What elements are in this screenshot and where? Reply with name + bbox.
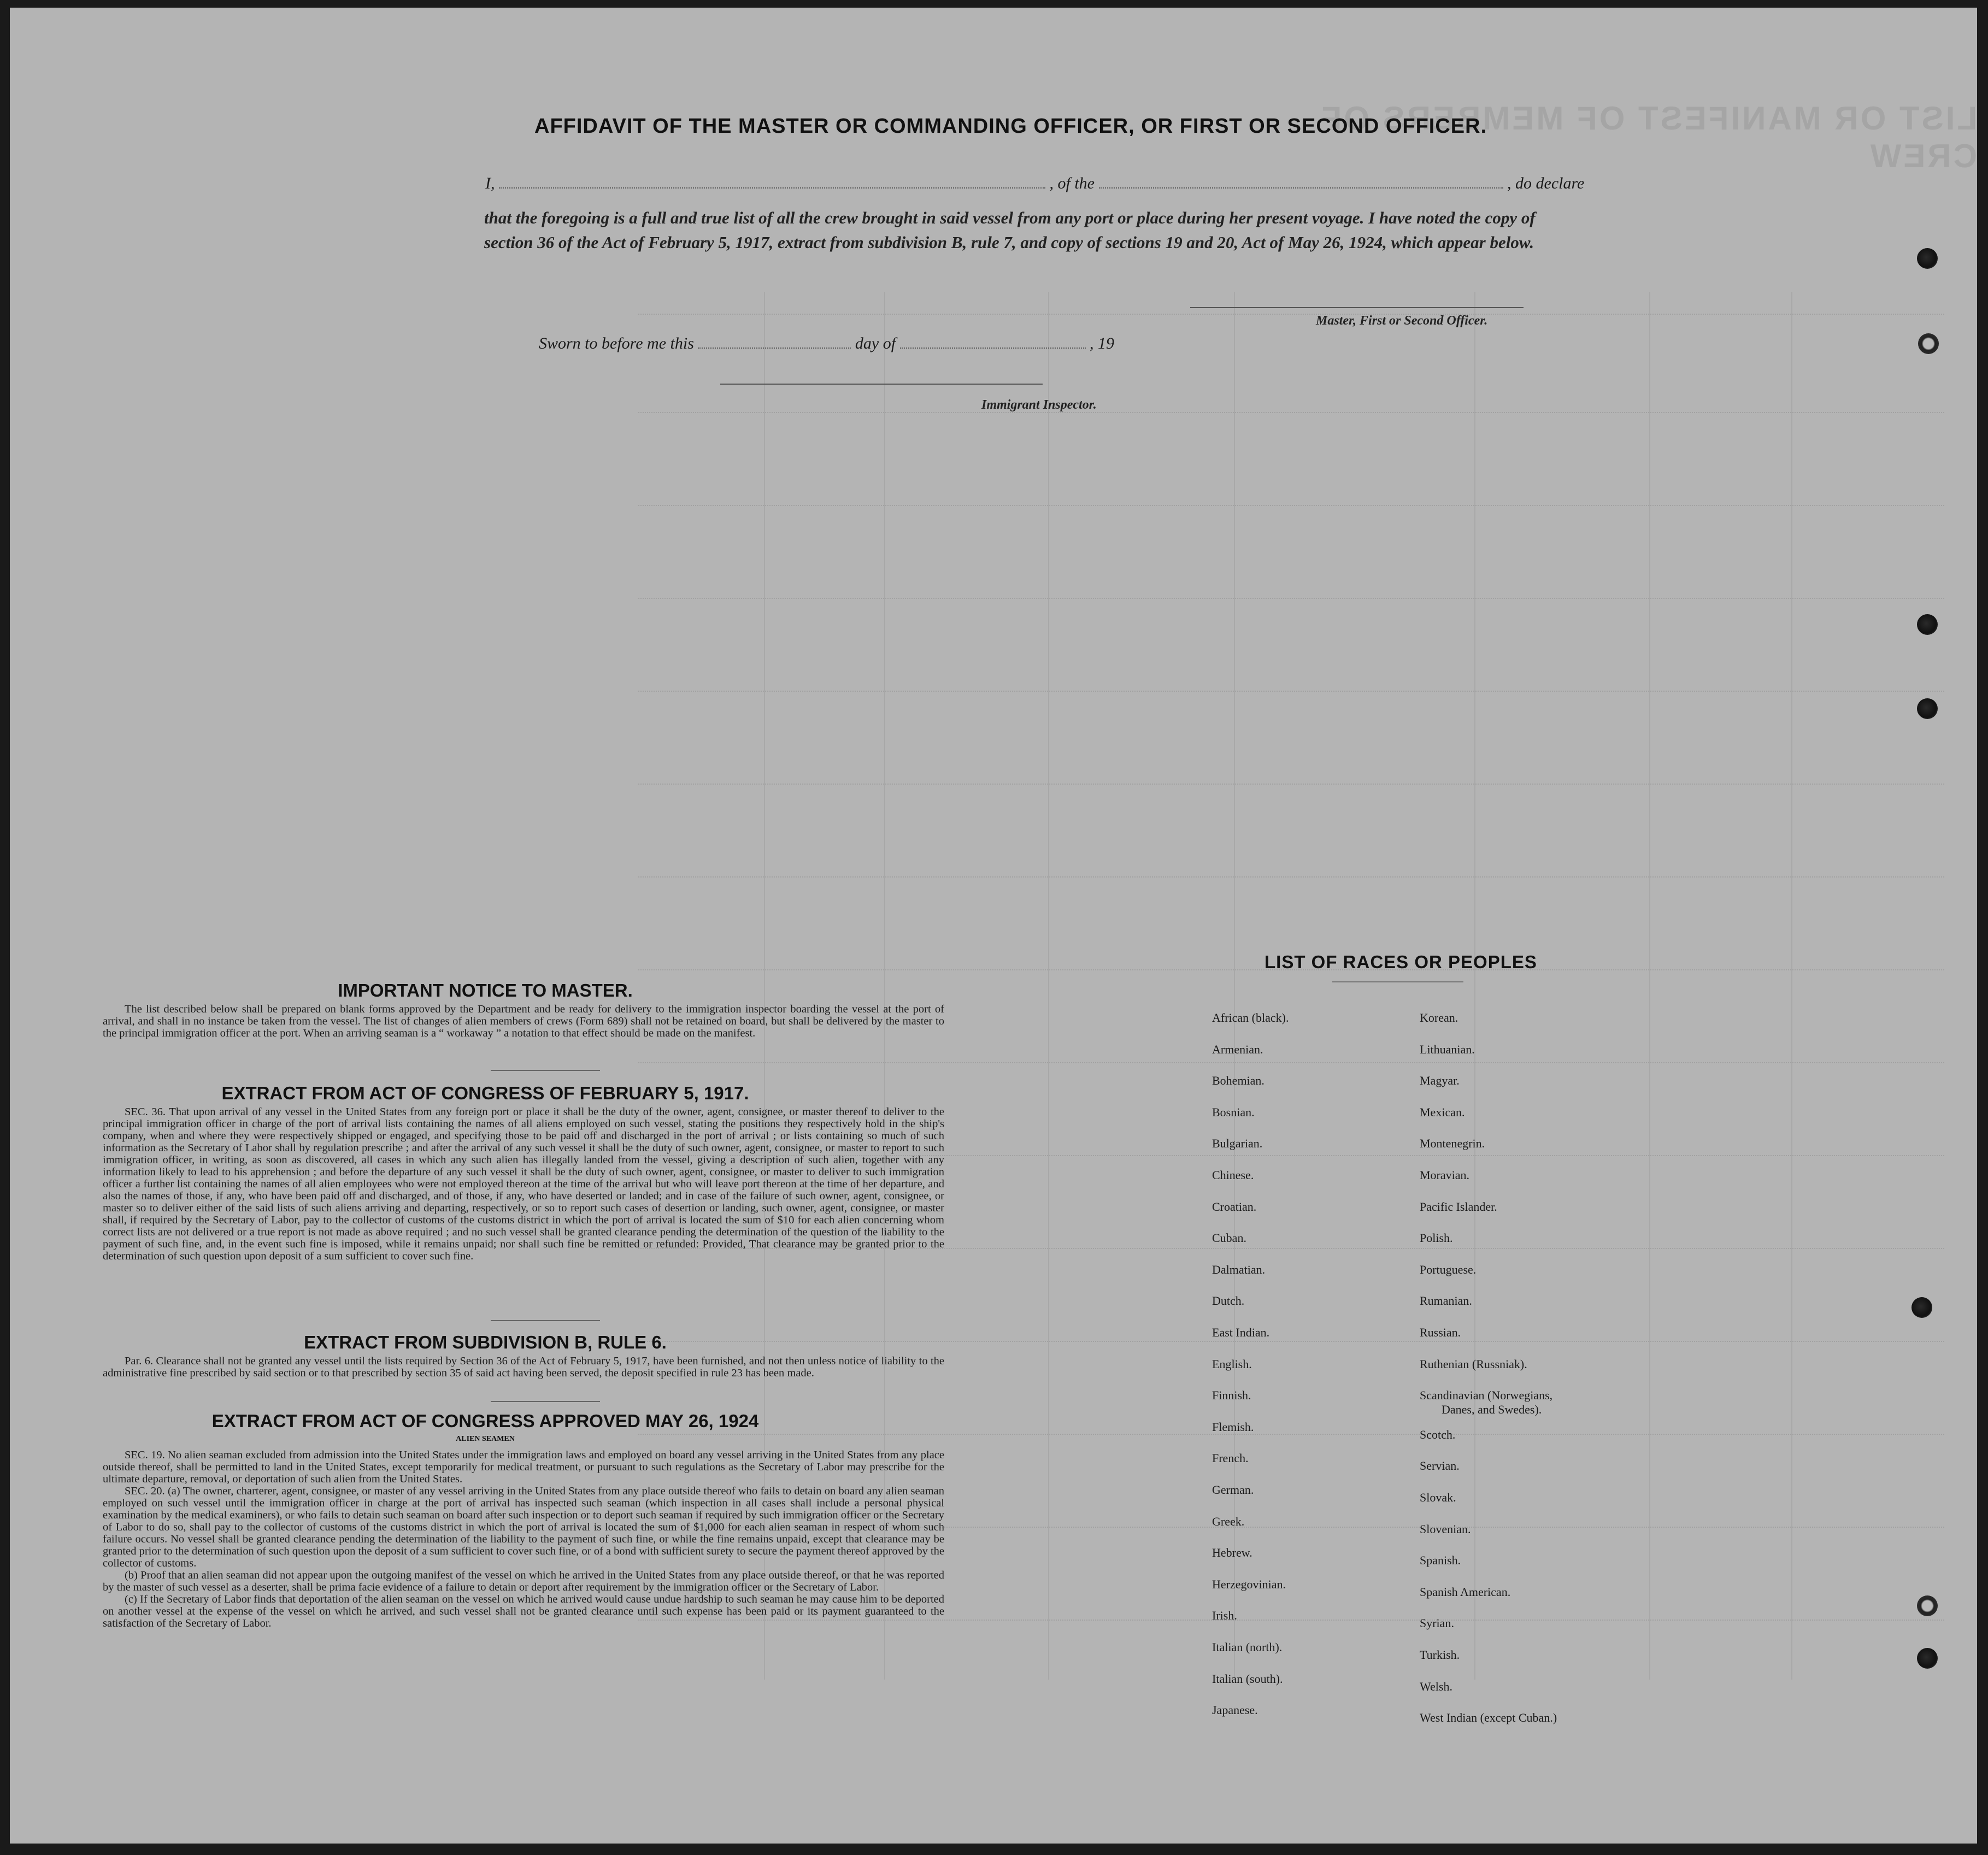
declarant-name-field[interactable] (499, 187, 1045, 189)
paragraph-6: Par. 6. Clearance shall not be granted any vessel until the lists required by Section 36 of the Act of February 5, 1917, have been furnished, and not then unless notice of liability to the administrative fine prescribed by said section or to that prescribed by section 35 of said act having been served, the deposit specified in rule 23 has been made. (103, 1355, 944, 1379)
sworn-line (539, 334, 1114, 353)
race-item: French. (1212, 1451, 1249, 1465)
sworn-prefix: Sworn to before me this (539, 334, 694, 352)
extract-1924-text (103, 1449, 944, 1629)
race-item: East Indian. (1212, 1326, 1270, 1339)
race-item: Greek. (1212, 1514, 1245, 1528)
race-item: Cuban. (1212, 1231, 1246, 1245)
race-item: Turkish. (1420, 1648, 1460, 1662)
section-36-paragraph: SEC. 36. That upon arrival of any vessel in the United States from any foreign port or place it shall be the duty of the owner, agent, consignee, or master thereof to deliver to the principal immigration officer in charge of the port of arrival lists containing the names of all aliens employed on such vessel, stating the positions they respectively hold in the ship's company, when and where they were respectively shipped or engaged, and specifying those to be paid off and discharged in the port of arrival ; or lists containing so much of such information as the Secretary of Labor shall by regulation prescribe ; and after the arrival of any such vessel it shall be the duty of such owner, agent, consignee, or master to report to such immigration officer, in writing, as soon as discovered, all cases in which any such alien has illegally landed from the vessel, giving a description of such alien, together with any information likely to lead to his apprehension ; and before the departure of any such vessel it shall be the duty of such owner, agent, consignee, or master to deliver to such immigration officer a further list containing the names of all alien employees who were not employed thereon at the time of the arrival but who will leave port thereon at the time of her departure, and also the names of those, if any, who have been paid off and discharged, and of those, if any, who have deserted or landed; and in case of the failure of such owner, agent, consignee, or master so to deliver either of the said lists of such aliens arriving and departing, respectively, or so to report such cases of desertion or landing, such owner, agent, consignee, or master shall, if required by the Secretary of Labor, pay to the collector of customs of the customs district in which the port of arrival is located the sum of $10 for each alien concerning whom correct lists are not delivered or a true report is not made as above required ; and no such vessel shall be granted clearance pending the determination of the question of the liability to the payment of such fine, and, in the event such fine is imposed, while it remains unpaid; nor shall such fine be remitted or refunded: Provided, That clearance may be granted prior to the determination of such question upon deposit of a sum sufficient to cover such fine. (103, 1106, 944, 1262)
binder-hole (1917, 1648, 1938, 1669)
race-item: Spanish. (1420, 1553, 1461, 1568)
section-19-paragraph: SEC. 19. No alien seaman excluded from admission into the United States under the immigration laws and employed on board any vessel arriving in the United States from any place outside thereof, shall be permitted to land in the United States, except temporarily for medical treatment, or pursuant to such regulations as the Secretary of Labor may prescribe for the ultimate departure, removal, or deportation of such alien from the United States. (103, 1449, 944, 1485)
race-item: Croatian. (1212, 1199, 1257, 1214)
race-item: Scandinavian (Norwegians, (1420, 1388, 1553, 1403)
binder-hole (1911, 1297, 1932, 1318)
extract-1917-title: EXTRACT FROM ACT OF CONGRESS OF FEBRUARY 5, 1917. (221, 1083, 749, 1103)
section-20a-paragraph: SEC. 20. (a) The owner, charterer, agent, consignee, or master of any vessel arriving in the United States from any place outside thereof who fails to detain on board any alien seaman employed on such vessel until the immigration officer in charge at the port of arrival has inspected such seaman (which inspection in all cases shall include a personal physical examination by the medical examiners), or who fails to detain such seaman on board after such inspection or to deport such seaman if required by such immigration officer or the Secretary of Labor to do so, shall pay to the collector of customs of the customs district in which the port of arrival is located the sum of $1,000 for each alien seaman in respect of whom such failure occurs. No vessel shall be granted clearance pending the determination of the liability to the payment of such fine, or while the fine remains unpaid, except that clearance may be granted prior to the determination of such question upon the deposit of a sum sufficient to cover such fine, or of a bond with sufficient surety to secure the payment thereof approved by the collector of customs. (103, 1485, 944, 1569)
master-signature-label: Master, First or Second Officer. (1316, 314, 1488, 328)
race-item: Dalmatian. (1212, 1262, 1266, 1276)
race-item: Japanese. (1212, 1703, 1258, 1717)
binder-hole (1918, 333, 1939, 354)
section-20b-paragraph: (b) Proof that an alien seaman did not appear upon the outgoing manifest of the vessel on which he arrived in the United States from any place outside thereof, or that he was reported by the master of such vessel as a deserter, shall be prima facie evidence of a failure to detain or deport after requirement by the immigration officer or the Secretary of Labor. (103, 1569, 944, 1593)
race-item: Servian. (1420, 1459, 1460, 1473)
races-title: LIST OF RACES OR PEOPLES (1264, 952, 1537, 972)
race-item: Bulgarian. (1212, 1136, 1263, 1151)
inspector-signature-label: Immigrant Inspector. (981, 398, 1097, 412)
sworn-month-field[interactable] (900, 348, 1086, 349)
race-item: Italian (north). (1212, 1640, 1283, 1654)
race-item: Magyar. (1420, 1074, 1460, 1088)
race-item: Ruthenian (Russniak). (1420, 1357, 1527, 1371)
master-signature-line[interactable] (1190, 307, 1524, 308)
race-item: Moravian. (1420, 1168, 1470, 1182)
race-item: Irish. (1212, 1609, 1237, 1623)
race-item: Portuguese. (1420, 1262, 1477, 1276)
affidavit-i-label: I, (485, 174, 495, 192)
race-item: Pacific Islander. (1420, 1199, 1497, 1214)
race-item: Herzegovinian. (1212, 1577, 1286, 1591)
race-item: Mexican. (1420, 1105, 1465, 1119)
race-item: Dutch. (1212, 1294, 1245, 1308)
binder-hole (1917, 698, 1938, 719)
affidavit-declaration-line (485, 174, 1584, 193)
race-item: Bohemian. (1212, 1074, 1264, 1088)
sworn-day-field[interactable] (698, 348, 851, 349)
race-item: Scotch. (1420, 1427, 1456, 1441)
extract-1924-title: EXTRACT FROM ACT OF CONGRESS APPROVED MAY 26, 1924 (211, 1411, 759, 1431)
race-item: English. (1212, 1357, 1252, 1371)
race-item: Rumanian. (1420, 1294, 1472, 1308)
race-item: Finnish. (1212, 1388, 1251, 1403)
race-item: Slovenian. (1420, 1522, 1471, 1536)
section-20c-paragraph: (c) If the Secretary of Labor finds that deportation of the alien seaman on the vessel on which he arrived would cause undue hardship to such seaman he may cause him to be deported on another vessel at the expense of the vessel on which he arrived, and such vessel shall not be granted clearance until such expense has been paid or its payment guaranteed to the satisfaction of the Secretary of Labor. (103, 1593, 944, 1629)
race-item: African (black). (1212, 1011, 1289, 1024)
inspector-signature-line[interactable] (720, 384, 1043, 385)
race-item: Lithuanian. (1420, 1042, 1475, 1056)
race-item: Italian (south). (1212, 1671, 1283, 1686)
race-item: Korean. (1420, 1011, 1458, 1024)
extract-1917-text (103, 1106, 944, 1262)
notice-text (103, 1003, 944, 1039)
affidavit-declare-label: , do declare (1507, 174, 1585, 192)
race-item: German. (1212, 1483, 1254, 1497)
extract-rule6-title: EXTRACT FROM SUBDIVISION B, RULE 6. (304, 1332, 667, 1352)
race-item: Bosnian. (1212, 1105, 1255, 1119)
affidavit-of-the-label: , of the (1049, 174, 1095, 192)
race-item: Montenegrin. (1420, 1136, 1485, 1151)
sworn-day-of: day of (855, 334, 896, 352)
sworn-year: , 19 (1090, 334, 1115, 352)
alien-seamen-subtitle: ALIEN SEAMEN (456, 1435, 515, 1443)
race-item: Danes, and Swedes). (1442, 1403, 1542, 1417)
affidavit-body: that the foregoing is a full and true list of all the crew brought in said vessel from any port or place during her present voyage. I have noted the copy of section 36 of the Act of February 5, 1917, extract from subdivision B, rule 7, and copy of sections 19 and 20, Act of May 26, 1924, which appear below. (484, 208, 1536, 252)
race-item: West Indian (except Cuban.) (1420, 1711, 1557, 1725)
notice-title: IMPORTANT NOTICE TO MASTER. (338, 980, 633, 1000)
race-item: Hebrew. (1212, 1546, 1252, 1560)
binder-hole (1917, 1595, 1938, 1616)
divider (491, 1320, 600, 1321)
race-item: Chinese. (1212, 1168, 1254, 1182)
binder-hole (1917, 614, 1938, 635)
binder-hole (1917, 248, 1938, 269)
divider (491, 1401, 600, 1402)
race-item: Armenian. (1212, 1042, 1263, 1056)
race-item: Syrian. (1420, 1616, 1454, 1630)
divider (491, 1070, 600, 1071)
extract-rule6-text (103, 1355, 944, 1379)
race-item: Flemish. (1212, 1420, 1254, 1434)
race-item: Russian. (1420, 1326, 1461, 1339)
divider (1332, 981, 1463, 982)
affidavit-title: AFFIDAVIT OF THE MASTER OR COMMANDING OFFICER, OR FIRST OR SECOND OFFICER. (534, 115, 1487, 138)
notice-paragraph: The list described below shall be prepared on blank forms approved by the Department and be ready for delivery to the immigration inspector boarding the vessel at the port of arrival, and shall in no instance be taken from the vessel. The list of changes of alien members of crews (Form 689) shall not be retained on board, but shall be delivered by the master to the principal immigration officer at the port. When an arriving seaman is a “ workaway ” a notation to that effect should be made on the manifest. (103, 1003, 944, 1039)
vessel-name-field[interactable] (1099, 187, 1503, 189)
race-item: Polish. (1420, 1231, 1453, 1245)
document-page (10, 8, 1977, 1844)
reverse-title-ghost: LIST OR MANIFEST OF MEMBERS OF CREW (1319, 100, 1977, 174)
race-item: Welsh. (1420, 1679, 1452, 1693)
race-item: Slovak. (1420, 1491, 1456, 1504)
race-item: Spanish American. (1420, 1585, 1511, 1599)
